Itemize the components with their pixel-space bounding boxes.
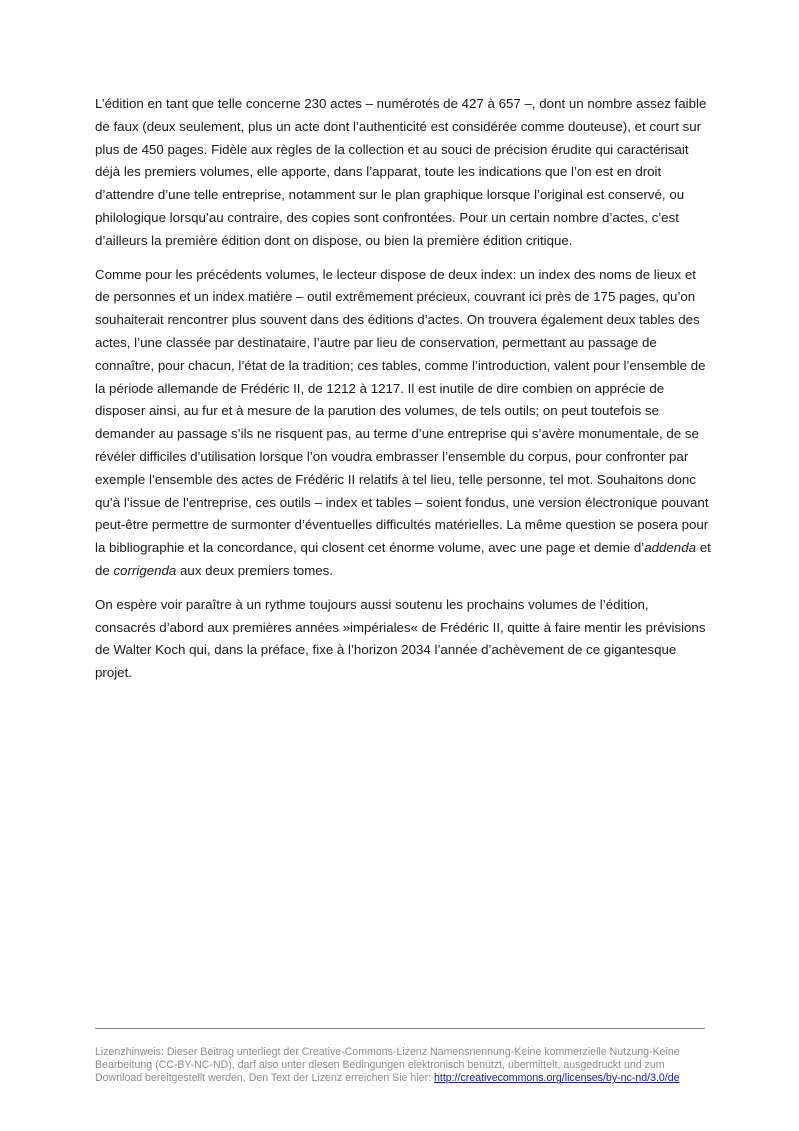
italic-corrigenda: corrigenda: [113, 562, 177, 578]
license-link[interactable]: http://creativecommons.org/licenses/by-nc-nd/3.0/de: [434, 1072, 680, 1085]
italic-addenda: addenda: [644, 540, 696, 556]
paragraph-outlook: On espère voir paraître à un rythme toujours aussi soutenu les prochains volumes de l’édition, consacrés d’abord aux premières années »impériales« de Frédéric II, quitte à faire mentir les prévisions de Walter Koch qui, dans la préface, fixe à l’horizon 2034 l’année d’achèvement de ce gigantesque projet.: [95, 596, 706, 681]
article-body: [95, 93, 711, 696]
paragraph-indexes-tables: [95, 264, 711, 583]
paragraph-indexes-connector: et de: [95, 540, 711, 578]
license-notice: [95, 1046, 707, 1086]
paragraph-edition-overview: L’édition en tant que telle concerne 230 actes – numérotés de 427 à 657 –, dont un nombre assez faible de faux (deux seulement, plus un acte dont l’authenticité est considérée comme douteuse), et court sur plus de 450 pages. Fidèle aux règles de la collection et au souci de précision érudite qui caractérisait déjà les premiers volumes, elle apporte, dans l’apparat, toute les indications que l’on est en droit d’attendre d’une telle entreprise, notamment sur le plan graphique lorsque l’original est conservé, ou philologique lorsqu’au contraire, des copies sont confrontées. Pour un certain nombre d’actes, c’est d’ailleurs la première édition dont on dispose, ou bien la première édition critique.: [95, 96, 707, 248]
footer-divider: [95, 1028, 705, 1029]
paragraph-indexes-end: aux deux premiers tomes.: [176, 562, 334, 578]
license-notice-text: Lizenzhinweis: Dieser Beitrag unterliegt der Creative-Commons-Lizenz Namensnennung-Keine kommerzielle Nutzung-Keine Bearbeitung (CC-BY-NC-ND), darf also unter diesen Bedingungen elektronisch benutzt, übermittelt, ausgedruckt und zum Download bereitgestellt werden. Den Text der Lizenz erreichen Sie hier:: [95, 1046, 680, 1085]
paragraph-indexes-text: Comme pour les précédents volumes, le lecteur dispose de deux index: un index des noms de lieux et de personnes et un index matière – outil extrêmement précieux, couvrant ici près de 175 pages, qu’on souhaiterait rencontrer plus souvent dans des éditions d’actes. On trouvera également deux tables des actes, l’une classée par destinataire, l’autre par lieu de conservation, permettant au passage de connaître, pour chacun, l’état de la tradition; ces tables, comme l’introduction, valent pour l’ensemble de la période allemande de Frédéric II, de 1212 à 1217. Il est inutile de dire combien on apprécie de disposer ainsi, au fur et à mesure de la parution des volumes, de tels outils; on peut toutefois se demander au passage s’ils ne risquent pas, au terme d’une entreprise qui s’avère monumentale, de se révéler difficiles d’utilisation lorsque l’on voudra embrasser l’ensemble du corpus, pour confronter par exemple l’ensemble des actes de Frédéric II relatifs à tel lieu, telle personne, tel mot. Souhaitons donc qu’à l’issue de l’entreprise, ces outils – index et tables – soient fondus, une version électronique pouvant peut-être permettre de surmonter d’éventuelles difficultés matérielles. La même question se posera pour la bibliographie et la concordance, qui closent cet énorme volume, avec une page et demie d’: [95, 266, 709, 556]
